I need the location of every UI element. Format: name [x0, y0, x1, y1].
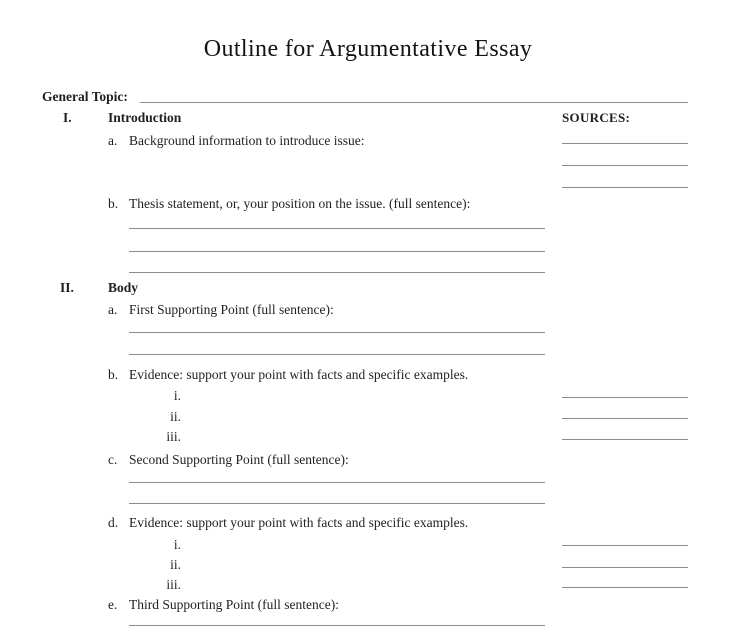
source-line	[562, 439, 688, 440]
item-1b-letter: b.	[108, 196, 119, 211]
evidence-1-i-label: i.	[173, 388, 181, 403]
source-line	[562, 418, 688, 419]
item-2a-text: First Supporting Point (full sentence):	[129, 302, 334, 317]
answer-line	[129, 503, 545, 504]
answer-line	[129, 272, 545, 273]
source-line	[562, 187, 688, 188]
item-2c-text: Second Supporting Point (full sentence):	[129, 452, 349, 467]
page-title: Outline for Argumentative Essay	[203, 36, 533, 62]
sources-label: SOURCES:	[562, 110, 631, 125]
answer-line	[129, 228, 545, 229]
item-1a-letter: a.	[108, 133, 118, 148]
answer-line	[129, 625, 545, 626]
section-2-heading: Body	[108, 280, 139, 295]
section-1-heading: Introduction	[108, 110, 182, 125]
evidence-1-iii-label: iii.	[166, 429, 181, 444]
answer-line	[129, 251, 545, 252]
source-line	[562, 143, 688, 144]
general-topic-label: General Topic:	[42, 89, 128, 104]
source-line	[562, 567, 688, 568]
evidence-2-iii-label: iii.	[166, 577, 181, 592]
item-2b-text: Evidence: support your point with facts and specific examples.	[129, 367, 469, 382]
item-2e-letter: e.	[108, 597, 118, 612]
evidence-2-ii-label: ii.	[170, 557, 181, 572]
item-1a-text: Background information to introduce issue:	[129, 133, 365, 148]
item-2c-letter: c.	[108, 452, 118, 467]
source-line	[562, 397, 688, 398]
item-2d-letter: d.	[108, 515, 119, 530]
general-topic-line	[140, 102, 688, 103]
item-2a-letter: a.	[108, 302, 118, 317]
answer-line	[129, 332, 545, 333]
evidence-1-ii-label: ii.	[170, 409, 181, 424]
answer-line	[129, 354, 545, 355]
item-1b-text: Thesis statement, or, your position on the issue. (full sentence):	[129, 196, 471, 211]
item-2e-text: Third Supporting Point (full sentence):	[129, 597, 339, 612]
answer-line	[129, 482, 545, 483]
item-2b-letter: b.	[108, 367, 119, 382]
evidence-2-i-label: i.	[173, 537, 181, 552]
source-line	[562, 587, 688, 588]
source-line	[562, 545, 688, 546]
section-2-numeral: II.	[60, 280, 74, 295]
item-2d-text: Evidence: support your point with facts and specific examples.	[129, 515, 469, 530]
source-line	[562, 165, 688, 166]
section-1-numeral: I.	[63, 110, 72, 125]
